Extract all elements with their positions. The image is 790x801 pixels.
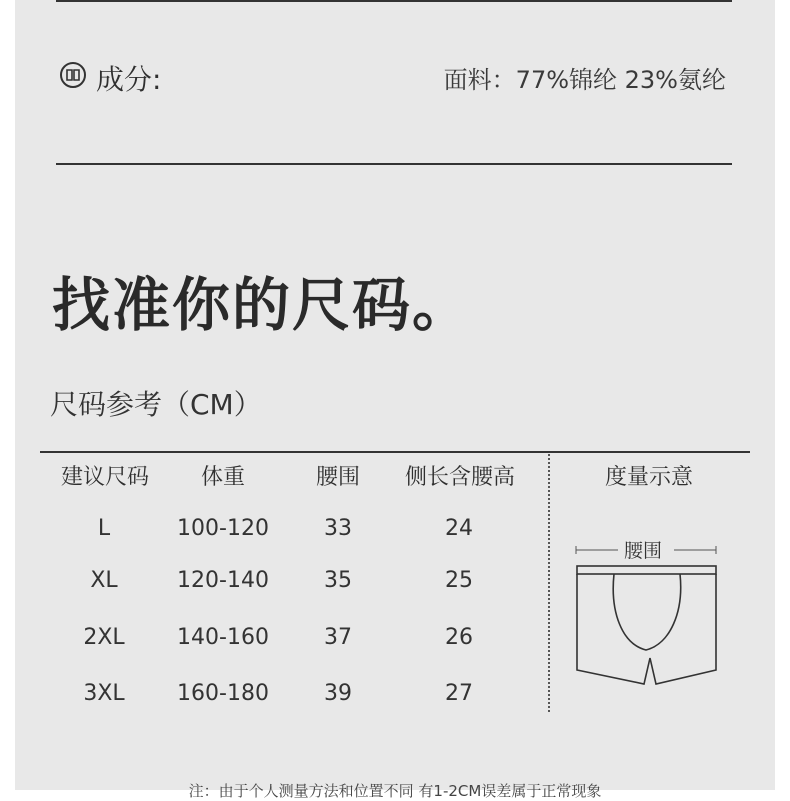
cell-weight: 100-120 [177,516,269,541]
header-diagram: 度量示意 [604,465,693,490]
cell-weight: 120-140 [177,568,269,593]
header-side-length: 侧长含腰高 [404,465,515,490]
diagram-separator [548,454,550,712]
cell-waist: 37 [324,625,352,650]
composition-value: 面料：77%锦纶 23%氨纶 [443,66,726,94]
cell-size: 2XL [83,625,125,650]
book-icon [60,62,86,88]
size-reference-subtitle: 尺码参考（CM） [50,388,262,421]
measurement-note: 注：由于个人测量方法和位置不同 有1-2CM误差属于正常现象 [188,782,602,800]
waist-label: 腰围 [624,540,663,562]
measurement-diagram [570,532,724,692]
header-waist: 腰围 [315,465,360,490]
header-size: 建议尺码 [60,465,149,490]
top-divider [56,0,732,2]
cell-waist: 39 [324,681,352,706]
cell-side-length: 27 [445,681,473,706]
cell-weight: 160-180 [177,681,269,706]
cell-weight: 140-160 [177,625,269,650]
cell-waist: 33 [324,516,352,541]
composition-label: 成分: [96,63,162,96]
page-title: 找准你的尺码。 [52,271,473,339]
cell-side-length: 25 [445,568,473,593]
cell-side-length: 26 [445,625,473,650]
table-top-rule [40,451,750,453]
cell-waist: 35 [324,568,352,593]
header-weight: 体重 [200,465,245,490]
cell-size: L [97,516,111,541]
cell-side-length: 24 [445,516,473,541]
cell-size: XL [90,568,118,593]
composition-divider [56,163,732,165]
cell-size: 3XL [83,681,125,706]
